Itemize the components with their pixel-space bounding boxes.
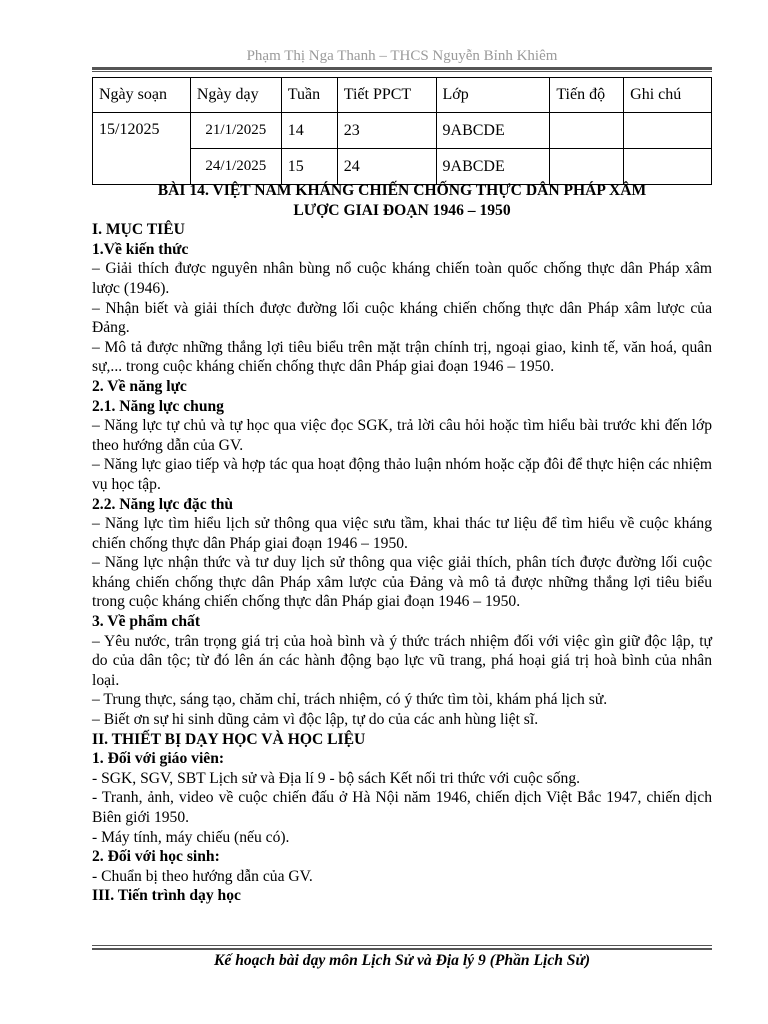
table-row	[93, 113, 712, 149]
header-rule-thin	[92, 71, 712, 72]
table-header-row	[93, 78, 712, 113]
paragraph: - Chuẩn bị theo hướng dẫn của GV.	[92, 867, 313, 885]
paragraph: – Năng lực tìm hiểu lịch sử thông qua việc sưu tầm, khai thác tư liệu để tìm hiểu về cuộc kháng chiến chống thực dân Pháp giai đoạn 1946 – 1950.	[92, 515, 712, 552]
paragraph: – Năng lực giao tiếp và hợp tác qua hoạt động thảo luận nhóm hoặc cặp đôi để thực hiện các nhiệm vụ học tập.	[92, 456, 712, 493]
period-cell: 24	[337, 149, 436, 185]
table-header-cell: Ngày soạn	[93, 78, 191, 113]
subsection-heading: 2. Về năng lực	[92, 377, 187, 395]
subsection-heading: 2.1. Năng lực chung	[92, 397, 224, 415]
table-header-cell: Tiến độ	[550, 78, 624, 113]
period-cell: 23	[337, 113, 436, 149]
paragraph: – Năng lực nhận thức và tư duy lịch sử thông qua việc giải thích, phân tích được đường lối cuộc kháng chiến chống thực dân Pháp xâm lược của Đảng và mô tả được những thắng lợi tiêu biểu trong cuộc kháng chiến chống thực dân Pháp giai đoạn 1946 – 1950.	[92, 554, 712, 611]
paragraph: – Năng lực tự chủ và tự học qua việc đọc SGK, trả lời câu hỏi hoặc tìm hiểu bài trước khi đến lớp theo hướng dẫn của GV.	[92, 417, 712, 454]
paragraph: – Giải thích được nguyên nhân bùng nổ cuộc kháng chiến toàn quốc chống thực dân Pháp xâm lược (1946).	[92, 260, 712, 297]
section-heading: III. Tiến trình dạy học	[92, 887, 241, 905]
class-cell: 9ABCDE	[436, 149, 550, 185]
footer-rule	[92, 945, 712, 946]
page-header: Phạm Thị Nga Thanh – THCS Nguyễn Bỉnh Khiêm	[246, 48, 558, 64]
note-cell	[624, 113, 712, 149]
table-header-cell: Tiết PPCT	[337, 78, 436, 113]
paragraph: – Biết ơn sự hi sinh dũng cảm vì độc lập, tự do của các anh hùng liệt sĩ.	[92, 711, 539, 729]
paragraph: – Yêu nước, trân trọng giá trị của hoà bình và ý thức trách nhiệm đối với việc gìn giữ độc lập, tự do của dân tộc; từ đó lên án các hành động bạo lực vũ trang, phá hoại giá trị hoà bình của nhân loại.	[92, 632, 712, 689]
table-header-cell: Ghi chú	[624, 78, 712, 113]
lesson-content	[92, 181, 712, 906]
paragraph: – Trung thực, sáng tạo, chăm chỉ, trách nhiệm, có ý thức tìm tòi, khám phá lịch sử.	[92, 691, 608, 709]
paragraph: - Máy tính, máy chiếu (nếu có).	[92, 828, 290, 846]
week-cell: 14	[281, 113, 337, 149]
header-rule	[92, 67, 712, 70]
footer-rule-thick	[92, 948, 712, 950]
paragraph: - SGK, SGV, SBT Lịch sử và Địa lí 9 - bộ sách Kết nối tri thức với cuộc sống.	[92, 769, 581, 787]
class-cell: 9ABCDE	[436, 113, 550, 149]
subsection-heading: 1. Đối với giáo viên:	[92, 750, 225, 768]
subsection-heading: 2.2. Năng lực đặc thù	[92, 495, 234, 513]
table-header-cell: Ngày dạy	[190, 78, 281, 113]
table-header-cell: Tuần	[281, 78, 337, 113]
table-header-cell: Lớp	[436, 78, 550, 113]
progress-cell	[550, 149, 624, 185]
lesson-title: BÀI 14. VIỆT NAM KHÁNG CHIẾN CHỐNG THỰC DÂN PHÁP XÂM	[157, 182, 647, 199]
subsection-heading: 2. Đối với học sinh:	[92, 848, 220, 866]
paragraph: - Tranh, ảnh, video về cuộc chiến đấu ở Hà Nội năm 1946, chiến dịch Việt Bắc 1947, chiến dịch Biên giới 1950.	[92, 789, 712, 826]
teach-date-cell: 21/1/2025	[190, 113, 281, 149]
subsection-heading: 1.Về kiến thức	[92, 240, 189, 258]
section-heading: II. THIẾT BỊ DẠY HỌC VÀ HỌC LIỆU	[92, 730, 366, 748]
page-footer: Kế hoạch bài dạy môn Lịch Sử và Địa lý 9 (Phần Lịch Sử)	[213, 952, 591, 969]
section-heading: I. MỤC TIÊU	[92, 221, 185, 239]
lesson-title-line2: LƯỢC GIAI ĐOẠN 1946 – 1950	[293, 201, 511, 219]
progress-cell	[550, 113, 624, 149]
paragraph: – Mô tả được những thắng lợi tiêu biểu trên mặt trận chính trị, ngoại giao, kinh tế, văn hoá, quân sự,... trong cuộc kháng chiến chống thực dân Pháp giai đoạn 1946 – 1950.	[92, 338, 712, 376]
subsection-heading: 3. Về phẩm chất	[92, 613, 201, 631]
week-cell: 15	[281, 149, 337, 185]
prepared-date-cell: 15/12025	[93, 113, 191, 185]
schedule-table	[92, 77, 712, 185]
paragraph: – Nhận biết và giải thích được đường lối cuộc kháng chiến chống thực dân Pháp xâm lược của Đảng.	[92, 299, 712, 337]
teach-date-cell: 24/1/2025	[190, 149, 281, 185]
note-cell	[624, 149, 712, 185]
